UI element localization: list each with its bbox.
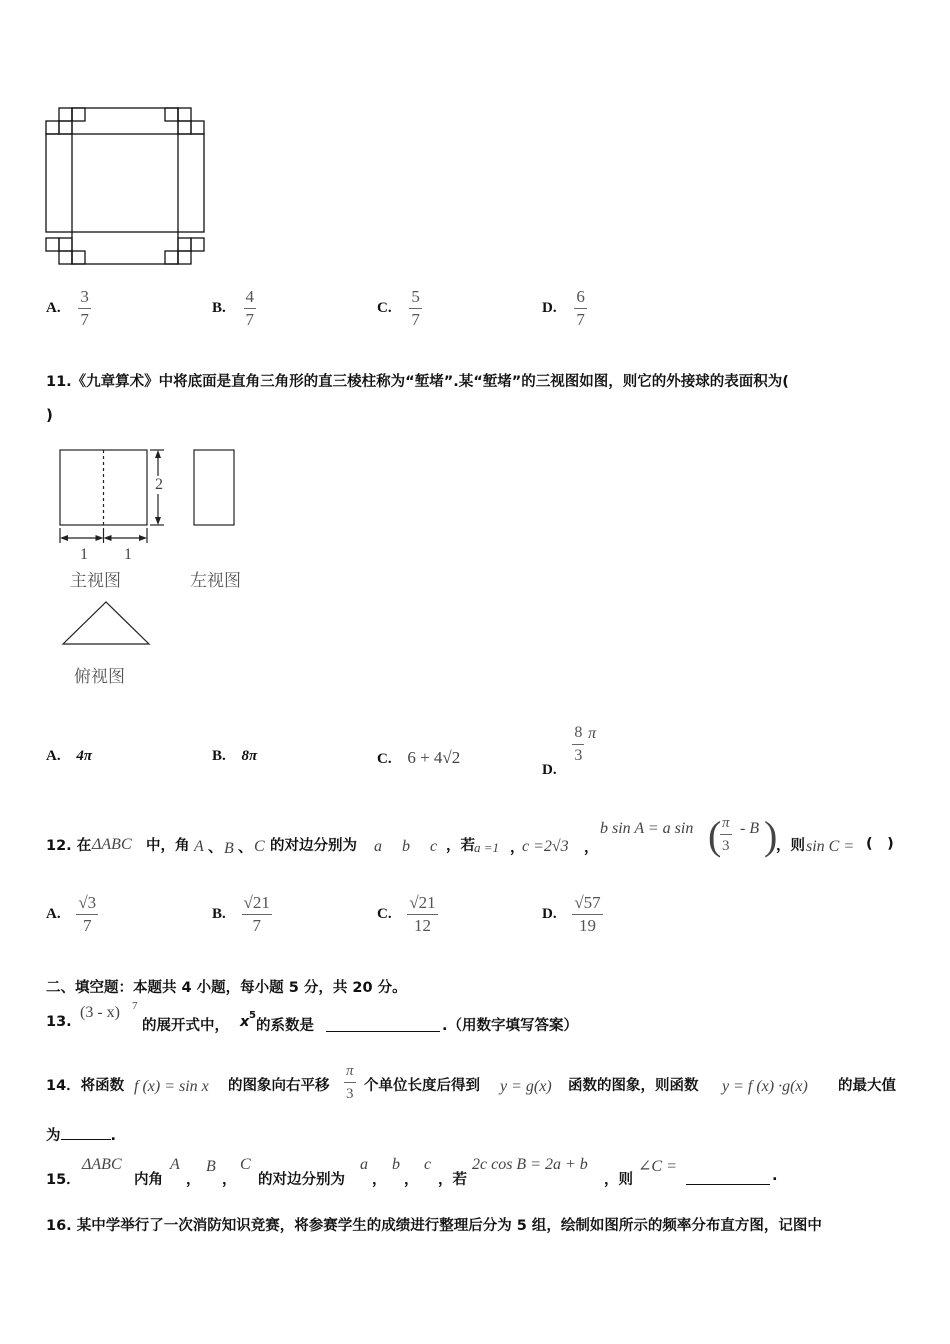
q11-top-view <box>58 596 154 648</box>
q10-option-d: D. $\frac{6}{7}$ <box>542 287 585 329</box>
q11-front-view-label: 主视图 <box>70 571 121 591</box>
q12-option-b: B. $\frac{√21}{7}$ <box>212 893 270 935</box>
q11-three-view-figure <box>52 444 172 544</box>
q11-stem-end: ) <box>46 406 53 424</box>
q10-option-a: A. $\frac{3}{7}$ <box>46 287 89 329</box>
q11-option-d: D. $\frac{8}{3}$ π <box>542 724 597 778</box>
q11-option-c: C. 6 + 4√2 <box>377 748 461 767</box>
q12-option-a: A. $\frac{√3}{7}$ <box>46 893 97 935</box>
q11-top-view-label: 俯视图 <box>74 667 125 687</box>
q13-stem: 13. (3 - x) 7 的展开式中， x 5 的系数是 .（用数字填写答案） <box>46 1000 579 1034</box>
q12-option-d: D. $\frac{√57}{19}$ <box>542 893 601 935</box>
q14-stem-end: 为 . <box>46 1124 116 1145</box>
q11-dim-height: 2 <box>155 476 163 493</box>
q11-dim-left: 1 <box>80 546 88 563</box>
q11-dim-right: 1 <box>124 546 132 563</box>
q14-stem: 14．将函数 f (x) = sin x 的图象向右平移 $\frac{\pi}{3}$ 个单位长度后得到 y = g(x) 函数的图象，则函数 y = f (x) ·g(x) 的最大值 <box>46 1060 926 1104</box>
q11-side-view-label: 左视图 <box>190 571 241 591</box>
q12-option-c: C. $\frac{√21}{12}$ <box>377 893 436 935</box>
q10-option-c: C. $\frac{5}{7}$ <box>377 287 420 329</box>
q11-stem: 11.《九章算术》中将底面是直角三角形的直三棱柱称为“堑堵”.某“堑堵”的三视图如图，则它的外接球的表面积为( <box>46 374 789 390</box>
q11-option-b: B. 8π <box>212 748 258 764</box>
q10-option-b: B. $\frac{4}{7}$ <box>212 287 255 329</box>
q16-stem: 16. 某中学举行了一次消防知识竞赛，将参赛学生的成绩进行整理后分为 5 组，绘制如图所示的频率分布直方图，记图中 <box>46 1218 822 1234</box>
section-2-heading: 二、填空题：本题共 4 小题，每小题 5 分，共 20 分。 <box>46 980 407 996</box>
q15-stem: 15． ΔABC 内角 A ， B ， C 的对边分别为 a ， b ， c ，若 2c cos B = 2a + b ，则 ∠C = . <box>46 1156 778 1188</box>
q10-figure <box>40 102 212 270</box>
q11-option-a: A. 4π <box>46 748 93 764</box>
q12-stem: 12. 在 ΔABC 中，角 A 、 B 、 C 的对边分别为 a b c ，若 a =1 ， c =2√3 ， b sin A = a sin ( $\frac{\pi}{3}$ - B ) ，则 sin C = ( ) <box>46 813 894 858</box>
q11-side-view <box>190 446 240 530</box>
